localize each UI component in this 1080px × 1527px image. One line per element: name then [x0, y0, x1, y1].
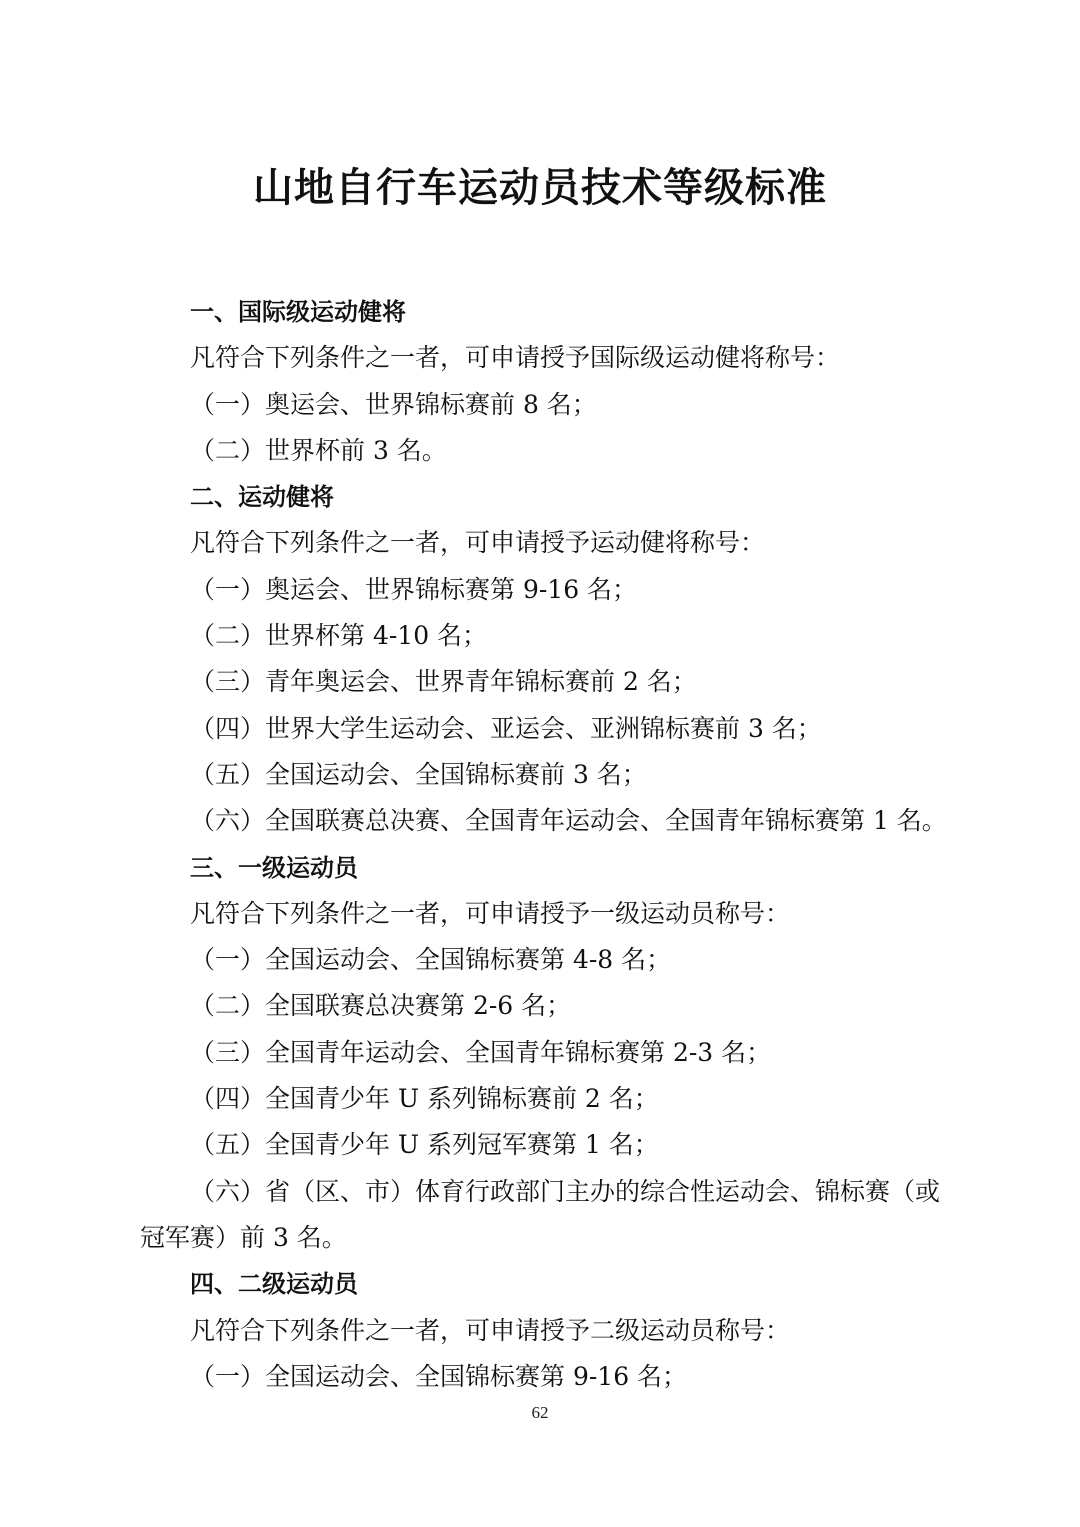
criteria-item: （一）全国运动会、全国锦标赛第 9-16 名；: [190, 1361, 688, 1391]
criteria-item: （四）全国青少年 U 系列锦标赛前 2 名；: [190, 1084, 659, 1114]
page-number: 62: [531, 1403, 549, 1422]
section-intro: 凡符合下列条件之一者，可申请授予一级运动员称号：: [190, 898, 791, 928]
section-heading: 三、一级运动员: [190, 853, 358, 882]
criteria-item: （五）全国青少年 U 系列冠军赛第 1 名；: [190, 1130, 659, 1160]
criteria-item: （六）全国联赛总决赛、全国青年运动会、全国青年锦标赛第 1 名。: [190, 806, 947, 836]
criteria-item: （四）世界大学生运动会、亚运会、亚洲锦标赛前 3 名；: [190, 713, 822, 743]
criteria-item: （二）全国联赛总决赛第 2-6 名；: [190, 991, 572, 1021]
criteria-item: （六）省（区、市）体育行政部门主办的综合性运动会、锦标赛（或冠军赛）前 3 名。: [140, 1176, 941, 1252]
section-heading: 二、运动健将: [190, 483, 334, 512]
section-intro: 凡符合下列条件之一者，可申请授予国际级运动健将称号：: [190, 343, 841, 373]
section-heading: 四、二级运动员: [190, 1270, 358, 1299]
criteria-item: （一）全国运动会、全国锦标赛第 4-8 名；: [190, 945, 672, 975]
criteria-item: （二）世界杯前 3 名。: [190, 435, 447, 465]
criteria-item: （二）世界杯第 4-10 名；: [190, 621, 488, 651]
section-intro: 凡符合下列条件之一者，可申请授予运动健将称号：: [190, 528, 766, 558]
section-intro: 凡符合下列条件之一者，可申请授予二级运动员称号：: [190, 1315, 791, 1345]
criteria-item: （一）奥运会、世界锦标赛前 8 名；: [190, 389, 597, 419]
criteria-item: （一）奥运会、世界锦标赛第 9-16 名；: [190, 574, 638, 604]
criteria-item: （三）青年奥运会、世界青年锦标赛前 2 名；: [190, 667, 697, 697]
section-heading: 一、国际级运动健将: [190, 298, 406, 326]
criteria-item: （五）全国运动会、全国锦标赛前 3 名；: [190, 759, 647, 789]
document-body: [140, 289, 960, 1400]
criteria-item: （三）全国青年运动会、全国青年锦标赛第 2-3 名；: [190, 1037, 772, 1067]
page-title: 山地自行车运动员技术等级标准: [253, 165, 827, 211]
